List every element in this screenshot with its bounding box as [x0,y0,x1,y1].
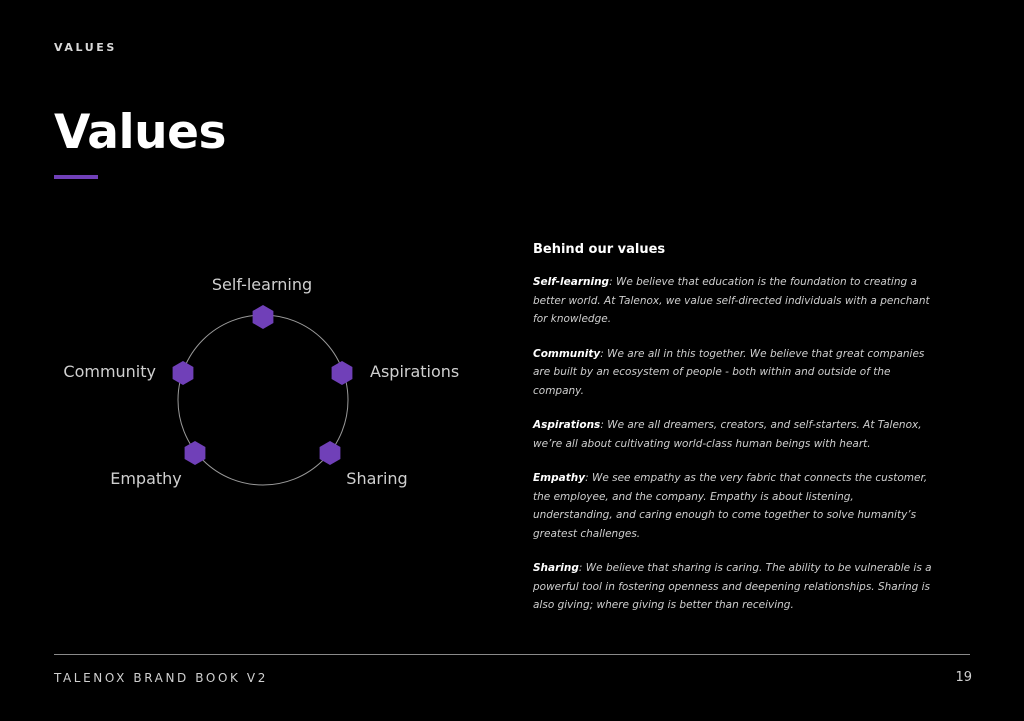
value-term: Aspirations [533,419,601,431]
value-description: : We see empathy as the very fabric that connects the customer, the employee, and the company. Empathy is about listening, understanding, and caring enough to come together to solve humanity’s greatest challenges. [533,472,928,540]
hexagon-icon [185,441,206,465]
page-number: 19 [955,670,972,685]
node-community [63,361,193,385]
node-empathy [110,441,205,488]
node-label-sharing: Sharing [346,469,408,488]
page-title: Values [54,105,226,160]
node-label-self-learning: Self-learning [211,275,313,294]
node-self-learning [212,275,312,329]
value-item-self-learning [533,273,933,329]
hexagon-icon [173,361,194,385]
hexagon-icon [253,305,274,329]
hexagon-icon [320,441,341,465]
value-item-aspirations [533,416,933,453]
value-term: Community [533,347,601,360]
section-label: VALUES [54,41,117,54]
footer-brand: TALENOX BRAND BOOK V2 [54,671,268,685]
node-label-empathy: Empathy [110,469,182,488]
value-description: : We are all in this together. We believe that great companies are built by an ecosystem of people - both within and outside of the company. [533,347,925,397]
value-item-sharing [533,559,933,615]
value-description: : We believe that sharing is caring. The ability to be vulnerable is a powerful tool in fostering openness and deepening relationships. Sharing is also giving; where giving is better than receiving. [533,562,932,611]
value-term: Self-learning [533,276,610,288]
values-cycle-diagram [0,0,520,560]
node-label-community: Community [63,362,156,381]
hexagon-icon [332,361,353,385]
value-item-empathy [533,469,933,543]
node-aspirations [332,361,460,385]
value-term: Empathy [533,472,586,484]
values-description-panel [533,241,933,631]
value-item-community [533,345,933,401]
node-sharing [320,441,408,488]
value-description: : We believe that education is the foundation to creating a better world. At Talenox, we value self-directed individuals with a penchant for knowledge. [533,276,930,325]
value-term: Sharing [533,562,579,574]
footer-divider [54,654,970,655]
values-heading: Behind our values [533,242,666,257]
node-label-aspirations: Aspirations [370,362,460,381]
value-description: : We are all dreamers, creators, and self-starters. At Talenox, we’re all about cultivating world-class human beings with heart. [533,419,922,450]
